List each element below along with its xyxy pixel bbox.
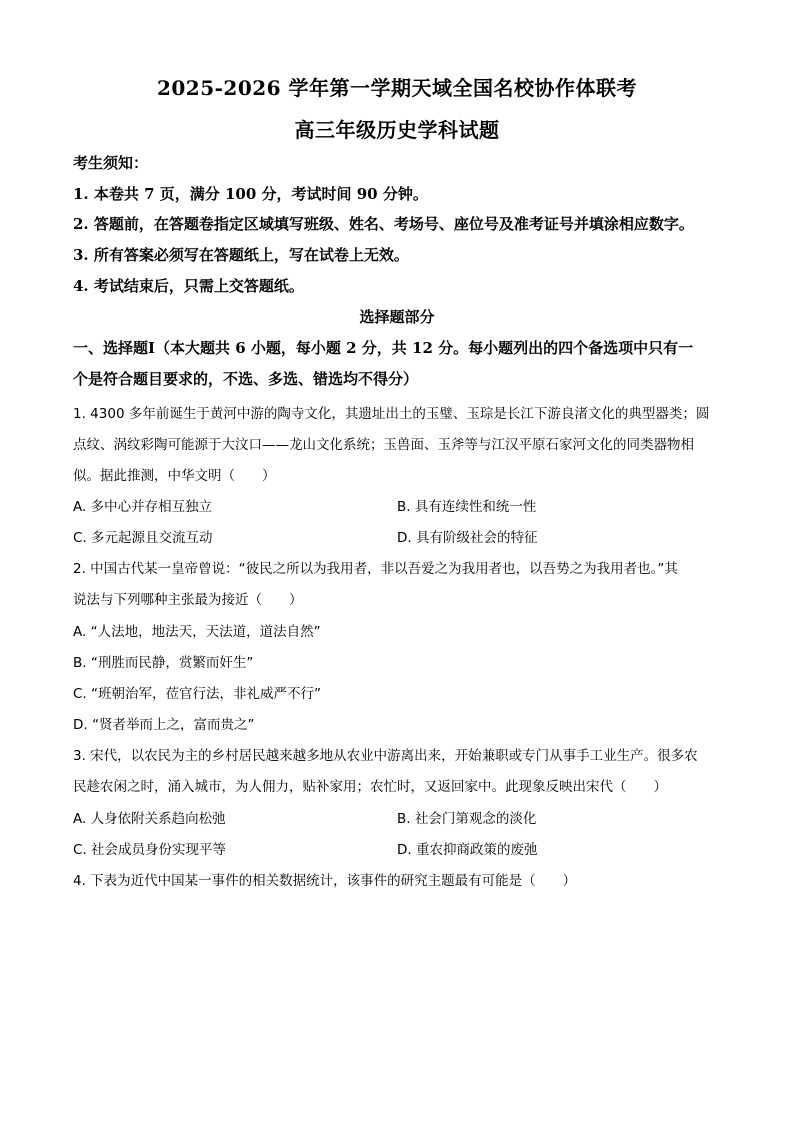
question-2-text: 2. 中国古代某一皇帝曾说：“彼民之所以为我用者，非以吾爱之为我用者也，以吾势之为我用者也。”其 <box>73 561 678 577</box>
question-1-option-a: A. 多中心并存相互独立 <box>73 499 213 515</box>
question-1-text: 似。据此推测，中华文明（ ） <box>73 468 276 484</box>
question-3-option-b: B. 社会门第观念的淡化 <box>397 811 537 827</box>
question-3-option-d: D. 重农抑商政策的废弛 <box>397 842 538 858</box>
question-1-option-b: B. 具有连续性和统一性 <box>397 499 537 515</box>
notice-item: 2. 答题前，在答题卷指定区域填写班级、姓名、考场号、座位号及准考证号并填涂相应数字。 <box>73 215 694 233</box>
question-2-option-b: B. “刑胜而民静，赏繁而奸生” <box>73 655 254 671</box>
notice-item: 3. 所有答案必须写在答题纸上，写在试卷上无效。 <box>73 246 409 264</box>
question-3-option-c: C. 社会成员身份实现平等 <box>73 842 227 858</box>
question-2-option-c: C. “班朝治军，莅官行法，非礼威严不行” <box>73 686 321 702</box>
question-1-text: 1. 4300 多年前诞生于黄河中游的陶寺文化，其遗址出土的玉璧、玉琮是长江下游良渚文化的典型器类；圆 <box>73 406 710 422</box>
notice-item: 1. 本卷共 7 页，满分 100 分，考试时间 90 分钟。 <box>73 185 428 203</box>
question-2-text: 说法与下列哪种主张最为接近（ ） <box>73 592 303 608</box>
question-4-text: 4. 下表为近代中国某一事件的相关数据统计，该事件的研究主题最有可能是（ ） <box>73 873 577 889</box>
question-1-option-d: D. 具有阶级社会的特征 <box>397 530 538 546</box>
notice-item: 4. 考试结束后，只需上交答题纸。 <box>73 277 304 295</box>
question-2-option-d: D. “贤者举而上之，富而贵之” <box>73 717 255 733</box>
section-title: 选择题部分 <box>359 308 435 326</box>
exam-title: 2025-2026 学年第一学期天域全国名校协作体联考 <box>156 76 638 100</box>
question-3-text: 3. 宋代，以农民为主的乡村居民越来越多地从农业中游离出来，开始兼职或专门从事手工业生产。很多农 <box>73 748 698 764</box>
question-3-option-a: A. 人身依附关系趋向松弛 <box>73 811 226 827</box>
section-intro: 一、选择题Ⅰ（本大题共 6 小题，每小题 2 分，共 12 分。每小题列出的四个备选项中只有一 <box>73 339 694 357</box>
exam-subtitle: 高三年级历史学科试题 <box>294 118 500 142</box>
section-intro: 个是符合题目要求的，不选、多选、错选均不得分） <box>73 370 419 388</box>
question-1-option-c: C. 多元起源且交流互动 <box>73 530 213 546</box>
question-3-text: 民趁农闲之时，涌入城市，为人佣力，贴补家用；农忙时，又返回家中。此现象反映出宋代（ ） <box>73 779 667 795</box>
notice-heading: 考生须知： <box>73 154 149 172</box>
question-2-option-a: A. “人法地，地法天，天法道，道法自然” <box>73 624 321 640</box>
question-1-text: 点纹、涡纹彩陶可能源于大汶口——龙山文化系统；玉兽面、玉斧等与江汉平原石家河文化的同类器物相 <box>73 437 694 453</box>
